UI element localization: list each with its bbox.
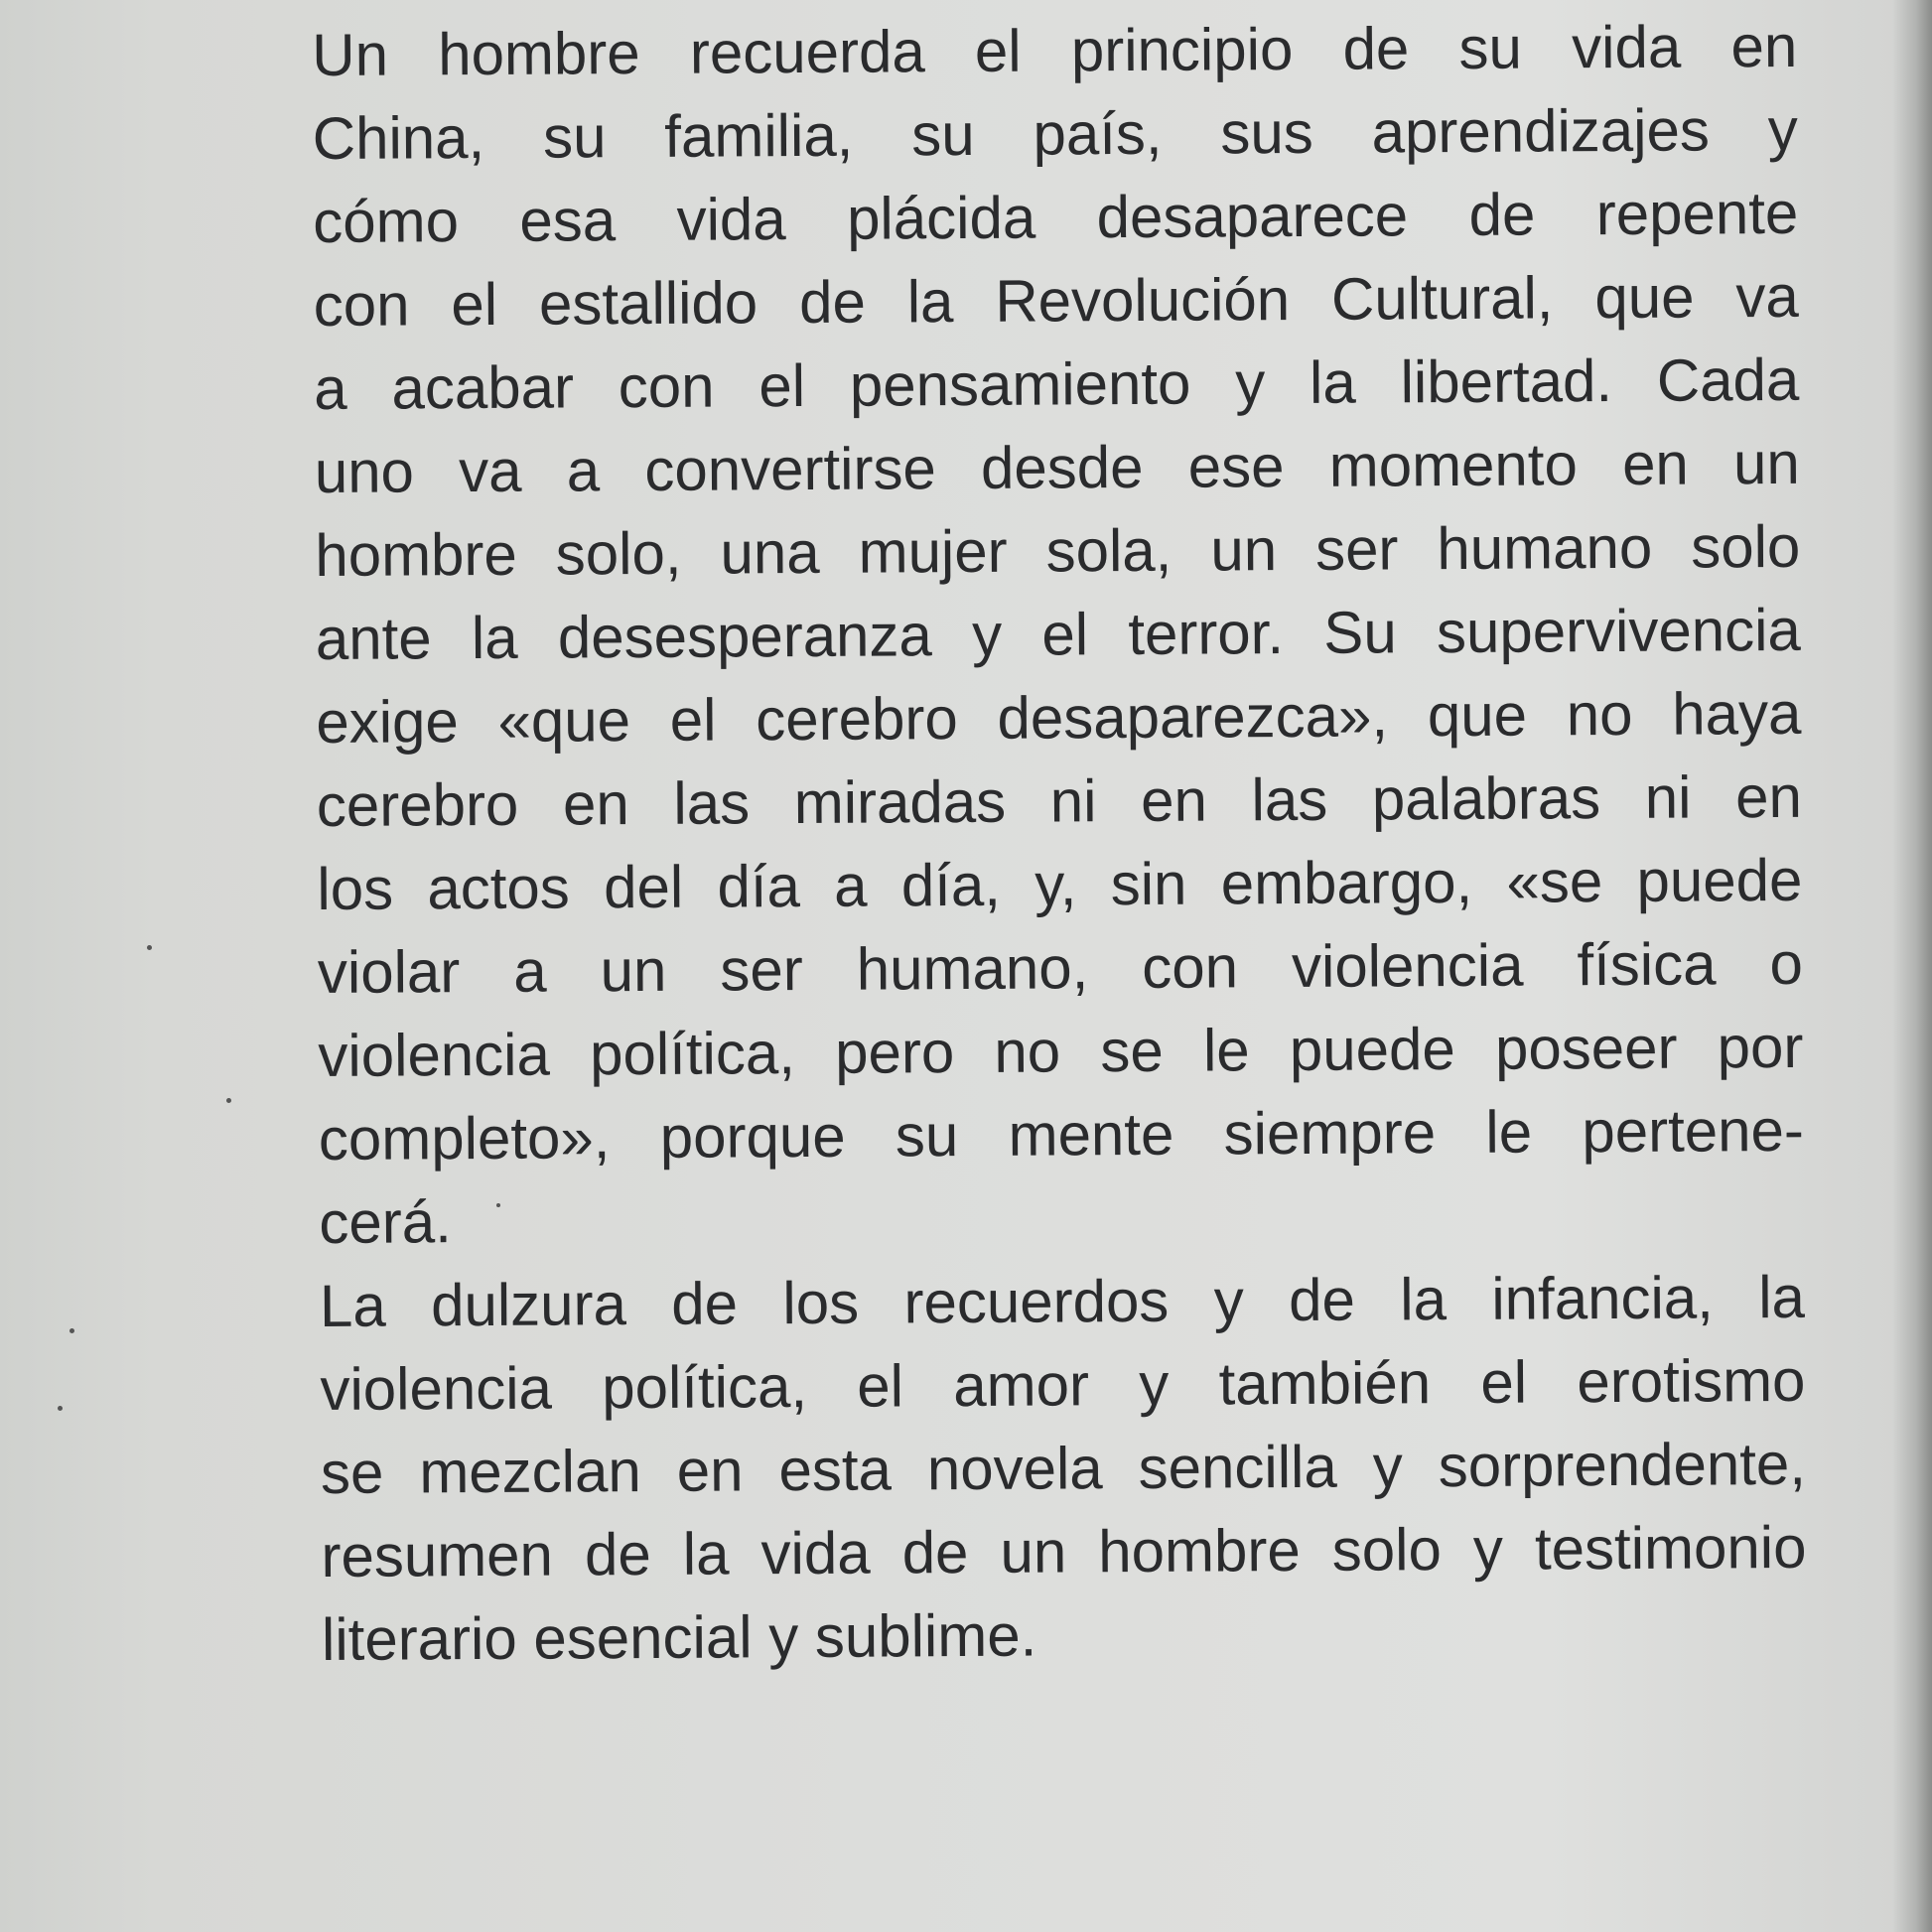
synopsis-paragraph-1 [312, 5, 1805, 1265]
text-line: cómo esa vida plácida desaparece de repente [313, 179, 1799, 255]
synopsis-text [312, 5, 1807, 1682]
text-line: exige «que el cerebro desaparezca», que no haya [316, 679, 1802, 756]
cover-edge-shadow [1892, 0, 1932, 1932]
text-line: violencia política, pero no se le puede poseer por [318, 1013, 1804, 1089]
text-line: a acabar con el pensamiento y la libertad. Cada [314, 345, 1800, 422]
text-line: literario esencial y sublime. [321, 1601, 1037, 1673]
synopsis-paragraph-2 [320, 1256, 1808, 1682]
text-line: ante la desesperanza y el terror. Su supervivencia [315, 596, 1802, 672]
text-line: se mezclan en esta novela sencilla y sorprendente, [320, 1430, 1807, 1506]
text-line: hombre solo, una mujer sola, un ser humano solo [315, 512, 1801, 589]
text-line: Un hombre recuerda el principio de su vida en [312, 12, 1798, 88]
paper-speck [58, 1406, 63, 1411]
text-line: uno va a convertirse desde ese momento en un [314, 429, 1800, 505]
text-line: China, su familia, su país, sus aprendizajes y [312, 95, 1798, 172]
text-line: con el estallido de la Revolución Cultural, que va [313, 262, 1799, 339]
text-line: La dulzura de los recuerdos y de la infancia, la [319, 1263, 1806, 1339]
paper-speck [69, 1328, 74, 1333]
text-line: resumen de la vida de un hombre solo y testimonio [321, 1513, 1807, 1589]
paper-speck [496, 1203, 500, 1207]
text-line: cerá. [319, 1188, 453, 1256]
paper-speck [226, 1098, 231, 1103]
text-line: cerebro en las miradas ni en las palabras ni en [316, 762, 1803, 839]
text-line: violencia política, el amor y también el erotismo [320, 1346, 1806, 1423]
text-line: completo», porque su mente siempre le pertene- [318, 1096, 1805, 1173]
text-line: los actos del día a día, y, sin embargo, «se puede [317, 846, 1803, 922]
paper-speck [147, 945, 152, 950]
text-line: violar a un ser humano, con violencia física o [317, 929, 1804, 1006]
